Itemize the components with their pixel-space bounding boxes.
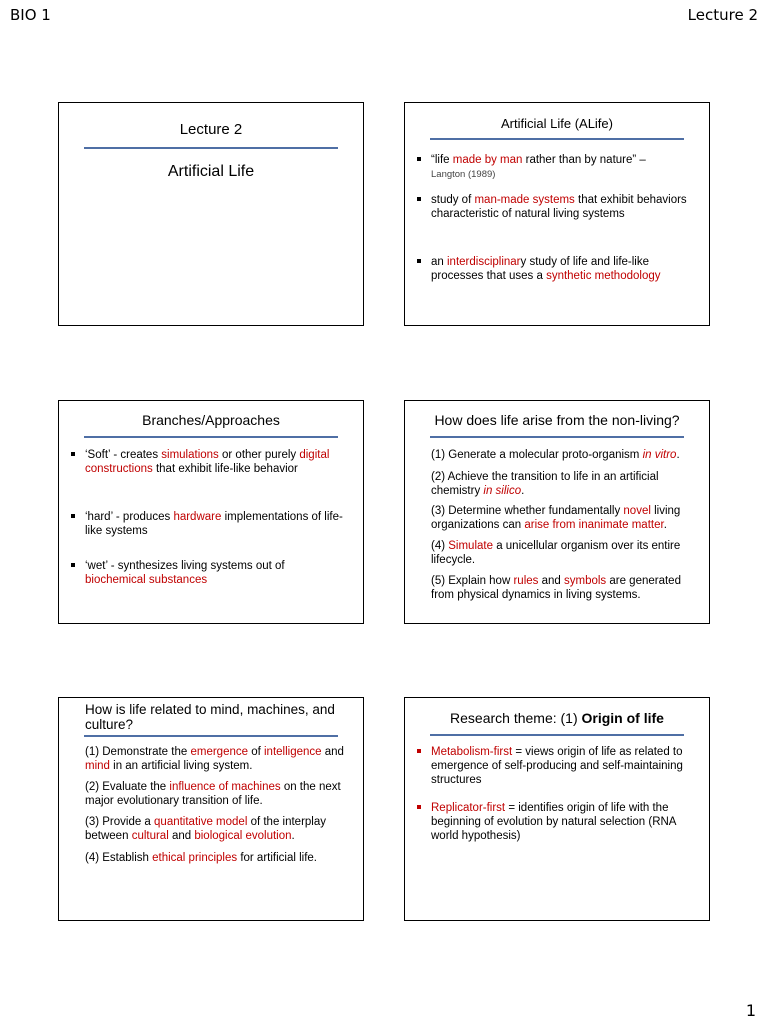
bullet-soft: ‘Soft’ - creates simulations or other purely digital constructions that exhibit life-like behavior: [85, 448, 345, 476]
bullet-man-made-systems: study of man-made systems that exhibit behaviors characteristic of natural living systems: [431, 193, 691, 221]
citation: Langton (1989): [431, 169, 496, 180]
item-quantitative-model: (3) Provide a quantitative model of the interplay between cultural and biological evolution.: [85, 816, 327, 842]
bullet-square-icon: [417, 197, 421, 201]
header-course: BIO 1: [10, 6, 51, 24]
item-in-silico: (2) Achieve the transition to life in an artificial chemistry in silico.: [431, 471, 659, 497]
slide-title: Branches/Approaches: [142, 412, 280, 428]
slide-title: Lecture 2: [179, 121, 243, 138]
slide-artificial-life: [404, 102, 710, 326]
bullet-interdisciplinary: an interdisciplinary study of life and life-like processes that uses a synthetic methodology: [431, 255, 691, 283]
item-emergence: (1) Demonstrate the emergence of intelligence and mind in an artificial living system.: [85, 746, 344, 772]
item-influence-of-machines: (2) Evaluate the influence of machines on the next major evolutionary transition of life.: [85, 781, 341, 807]
bullet-square-icon: [417, 805, 421, 809]
item-simulate: (4) Simulate a unicellular organism over its entire lifecycle.: [431, 540, 681, 566]
slide-lecture-title: [58, 102, 364, 326]
slide-mind-machines-culture: [58, 697, 364, 921]
title-rule: [430, 138, 684, 140]
title-rule: [430, 734, 684, 736]
bullet-square-icon: [71, 514, 75, 518]
bullet-hard: ‘hard’ - produces hardware implementations of life-like systems: [85, 510, 345, 538]
slide-title: How is life related to mind, machines, and culture?: [85, 702, 335, 732]
bullet-square-icon: [417, 749, 421, 753]
item-proto-organism: (1) Generate a molecular proto-organism in vitro.: [431, 449, 680, 461]
bullet-replicator-first: Replicator-first = identifies origin of life with the beginning of evolution by natural selection (RNA world hypothesis): [431, 801, 691, 843]
slide-subtitle: Artificial Life: [167, 163, 255, 180]
item-ethical-principles: (4) Establish ethical principles for artificial life.: [85, 852, 318, 864]
item-rules-symbols: (5) Explain how rules and symbols are generated from physical dynamics in living systems.: [431, 575, 681, 601]
bullet-square-icon: [417, 259, 421, 263]
slide-title: Artificial Life (ALife): [501, 116, 613, 131]
bullet-square-icon: [71, 563, 75, 567]
title-rule: [84, 735, 338, 737]
slide-title: Research theme: (1) Origin of life: [450, 710, 664, 726]
slide-branches: [58, 400, 364, 624]
header-lecture: Lecture 2: [687, 6, 758, 24]
title-rule: [430, 436, 684, 438]
slide-life-from-nonliving: [404, 400, 710, 624]
bullet-metabolism-first: Metabolism-first = views origin of life as related to emergence of self-producing and self-maintaining structures: [431, 745, 691, 787]
page-number: 1: [745, 1001, 756, 1020]
item-novel-organizations: (3) Determine whether fundamentally novel living organizations can arise from inanimate matter.: [431, 505, 681, 531]
slide-origin-of-life: [404, 697, 710, 921]
title-rule: [84, 147, 338, 149]
bullet-square-icon: [71, 452, 75, 456]
bullet-square-icon: [417, 157, 421, 161]
title-rule: [84, 436, 338, 438]
bullet-wet: ‘wet’ - synthesizes living systems out of biochemical substances: [85, 559, 345, 587]
slide-title: How does life arise from the non-living?: [434, 412, 680, 428]
bullet-definition-langton: “life made by man rather than by nature” – Langton (1989): [431, 153, 691, 182]
